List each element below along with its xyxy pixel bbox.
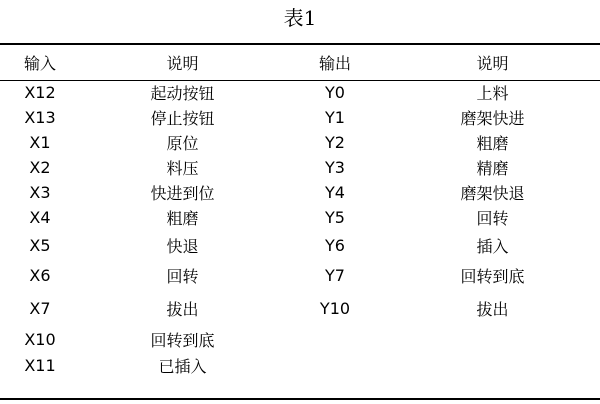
table-body [0, 80, 600, 378]
header-output: 输出 [318, 54, 351, 73]
input-cell: X12 [24, 83, 56, 102]
table-row [0, 353, 600, 378]
table-row [0, 80, 600, 105]
input-desc-cell: 快退 [166, 236, 199, 256]
input-cell: X10 [24, 329, 56, 349]
output-cell: Y2 [325, 133, 345, 152]
input-cell: X13 [24, 108, 56, 127]
header-input: 输入 [23, 54, 56, 73]
table-row [0, 155, 600, 180]
input-desc-cell: 回转到底 [150, 330, 215, 350]
output-desc-cell: 插入 [476, 236, 509, 256]
input-cell: X7 [29, 298, 51, 318]
header-row [0, 45, 600, 80]
output-desc-cell [385, 353, 600, 378]
table-title: 表1 [283, 6, 317, 30]
input-desc-cell: 粗磨 [166, 209, 199, 228]
output-cell [285, 325, 385, 353]
table-row [0, 325, 600, 353]
table-row [0, 291, 600, 325]
input-desc-cell: 已插入 [158, 357, 207, 376]
output-cell: Y4 [325, 183, 345, 202]
output-desc-cell: 磨架快进 [460, 109, 525, 128]
input-cell: X6 [29, 266, 51, 285]
output-cell: Y3 [325, 158, 345, 177]
table-row [0, 205, 600, 230]
output-cell: Y5 [325, 208, 345, 227]
output-desc-cell: 精磨 [476, 159, 509, 178]
output-desc-cell [385, 325, 600, 353]
header-input-desc: 说明 [166, 54, 199, 73]
header-output-desc: 说明 [476, 54, 509, 73]
table-row [0, 180, 600, 205]
output-desc-cell: 磨架快退 [460, 184, 525, 203]
output-desc-cell: 粗磨 [476, 134, 509, 153]
input-desc-cell: 料压 [166, 159, 199, 178]
input-cell: X1 [29, 133, 51, 152]
input-cell: X2 [29, 158, 51, 177]
table-row [0, 230, 600, 260]
output-cell [285, 353, 385, 378]
output-desc-cell: 拔出 [476, 299, 509, 319]
input-cell: X5 [29, 235, 51, 255]
output-cell: Y6 [325, 235, 345, 255]
output-cell: Y1 [325, 108, 345, 127]
output-cell: Y0 [325, 83, 345, 102]
output-desc-cell: 回转 [476, 209, 509, 228]
input-cell: X11 [24, 356, 56, 375]
output-cell: Y10 [319, 298, 351, 318]
table-row [0, 260, 600, 291]
input-desc-cell: 停止按钮 [150, 109, 215, 128]
output-cell: Y7 [325, 266, 345, 285]
bottom-rule [0, 398, 600, 400]
output-desc-cell: 上料 [476, 84, 509, 103]
input-desc-cell: 回转 [166, 267, 199, 286]
input-desc-cell: 起动按钮 [150, 84, 215, 103]
input-desc-cell: 原位 [166, 134, 199, 153]
input-cell: X3 [29, 183, 51, 202]
input-desc-cell: 快进到位 [150, 184, 215, 203]
output-desc-cell: 回转到底 [460, 267, 525, 286]
input-cell: X4 [29, 208, 51, 227]
io-table [0, 45, 600, 378]
table-row [0, 130, 600, 155]
input-desc-cell: 拔出 [166, 299, 199, 319]
table-row [0, 105, 600, 130]
